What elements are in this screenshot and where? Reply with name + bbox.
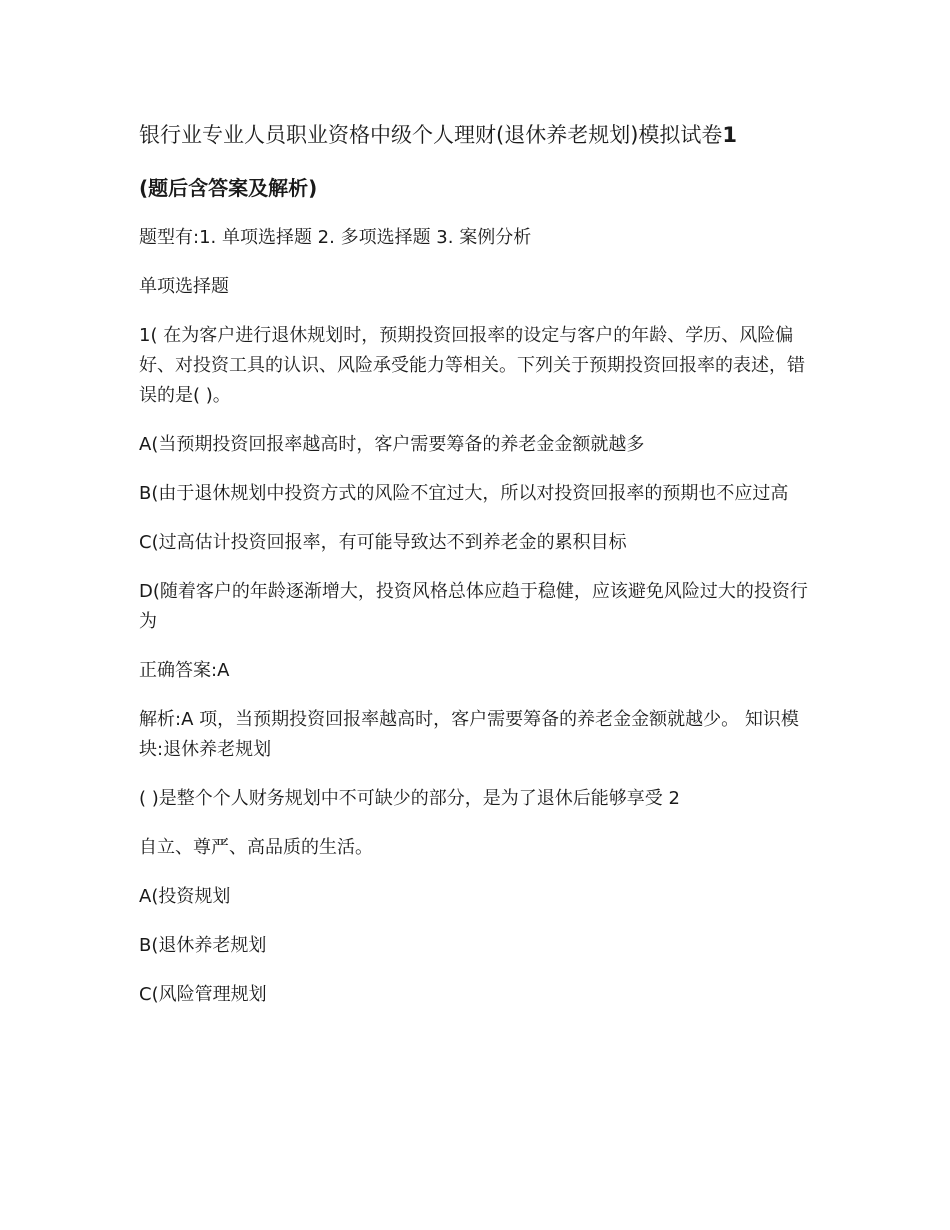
question-2-stem-line-2: 自立、尊严、高品质的生活。: [139, 837, 373, 858]
section-heading: 单项选择题: [139, 276, 229, 297]
question-1-option-b: B(由于退休规划中投资方式的风险不宜过大，所以对投资回报率的预期也不应过高: [139, 483, 789, 504]
document-title-number: 1: [722, 123, 738, 147]
question-types: 题型有:1. 单项选择题 2. 多项选择题 3. 案例分析: [139, 227, 532, 248]
question-1-stem: 1( 在为客户进行退休规划时，预期投资回报率的设定与客户的年龄、学历、风险偏好、对投资工具的认识、风险承受能力等相关。下列关于预期投资回报率的表述，错误的是( )。: [139, 325, 805, 406]
document-page: [139, 118, 819, 1010]
question-2-option-a: A(投资规划: [139, 886, 231, 907]
document-title: [139, 118, 819, 153]
question-1-analysis: 解析:A 项，当预期投资回报率越高时，客户需要筹备的养老金金额就越少。 知识模块:退休养老规划: [139, 709, 799, 760]
question-1-answer: 正确答案:A: [139, 660, 230, 681]
question-2-option-c: C(风险管理规划: [139, 984, 267, 1005]
question-2-option-b: B(退休养老规划: [139, 935, 267, 956]
question-2-stem-line-1: ( )是整个个人财务规划中不可缺少的部分，是为了退休后能够享受 2: [139, 788, 680, 809]
question-1-option-d: D(随着客户的年龄逐渐增大，投资风格总体应趋于稳健，应该避免风险过大的投资行为: [139, 581, 808, 632]
document-title-text: 银行业专业人员职业资格中级个人理财(退休养老规划)模拟试卷: [139, 123, 723, 147]
question-1-option-c: C(过高估计投资回报率，有可能导致达不到养老金的累积目标: [139, 532, 627, 553]
question-1-option-a: A(当预期投资回报率越高时，客户需要筹备的养老金金额就越多: [139, 434, 645, 455]
document-subtitle: (题后含答案及解析): [139, 176, 318, 200]
